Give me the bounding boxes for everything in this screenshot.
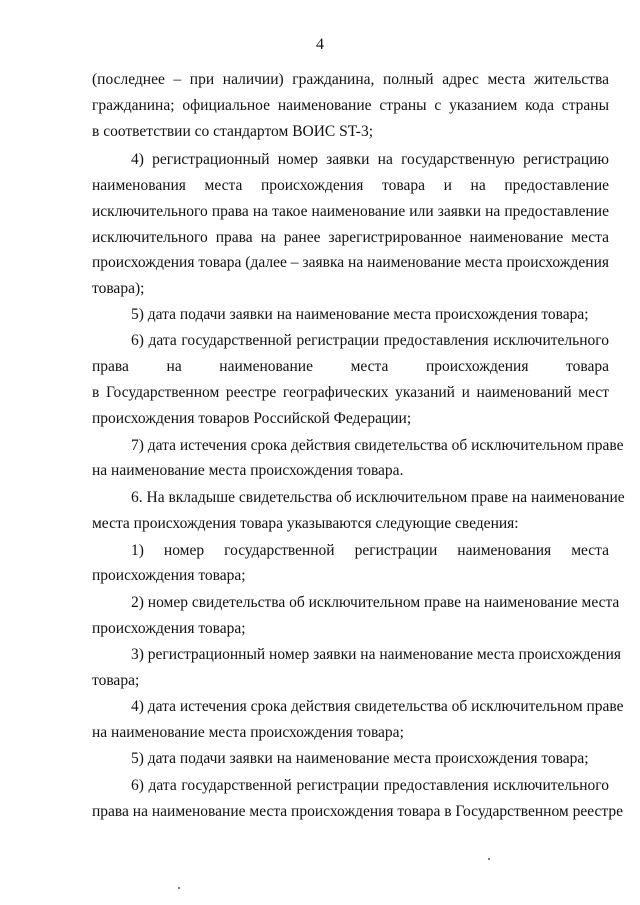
text-line: происхождения товаров Российской Федерации; bbox=[92, 410, 412, 427]
text-line: 3) регистрационный номер заявки на наименование места происхождения bbox=[131, 646, 622, 663]
text-line: 5) дата подачи заявки на наименование места происхождения товара; bbox=[131, 306, 589, 323]
text-line: наименования места происхождения товара и на предоставление bbox=[92, 177, 609, 194]
text-line: 6) дата государственной регистрации предоставления исключительного bbox=[131, 777, 609, 794]
text-line: 5) дата подачи заявки на наименование места происхождения товара; bbox=[131, 750, 589, 767]
text-line: происхождения товара; bbox=[92, 567, 246, 584]
text-line: права на наименование места происхождения товара в Государственном реестре bbox=[92, 803, 623, 820]
text-line: в Государственном реестре географических указаний и наименований мест bbox=[92, 384, 609, 401]
text-line: 4) дата истечения срока действия свидетельства об исключительном праве bbox=[131, 698, 624, 715]
text-line: на наименование места происхождения товара; bbox=[92, 724, 404, 741]
text-line: 6. На вкладыше свидетельства об исключительном праве на наименование bbox=[131, 489, 625, 506]
text-line: места происхождения товара указываются следующие сведения: bbox=[92, 515, 519, 532]
text-line: в соответствии со стандартом ВОИС ST-3; bbox=[92, 123, 374, 140]
text-line: гражданина; официальное наименование страны с указанием кода страны bbox=[92, 97, 609, 114]
text-line: исключительного права на такое наименование или заявки на предоставление bbox=[92, 203, 609, 220]
text-line: (последнее – при наличии) гражданина, полный адрес места жительства bbox=[92, 71, 609, 88]
text-line: 4) регистрационный номер заявки на государственную регистрацию bbox=[131, 151, 609, 168]
text-line: 6) дата государственной регистрации предоставления исключительного bbox=[131, 332, 609, 349]
text-line: 1) номер государственной регистрации наименования места bbox=[131, 542, 609, 559]
text-line: товара); bbox=[92, 280, 145, 297]
text-line: товара; bbox=[92, 672, 140, 689]
page-number: 4 bbox=[316, 36, 324, 53]
text-line: исключительного права на ранее зарегистрированное наименование места bbox=[92, 229, 609, 246]
scan-speck bbox=[488, 858, 490, 860]
text-line: 7) дата истечения срока действия свидетельства об исключительном праве bbox=[131, 437, 624, 454]
text-line: 2) номер свидетельства об исключительном праве на наименование места bbox=[131, 594, 620, 611]
text-line: происхождения товара (далее – заявка на наименование места происхождения bbox=[92, 254, 609, 271]
text-line: права на наименование места происхождения товара bbox=[92, 358, 609, 375]
text-line: происхождения товара; bbox=[92, 620, 246, 637]
scan-speck bbox=[178, 887, 180, 889]
text-line: на наименование места происхождения товара. bbox=[92, 462, 404, 479]
